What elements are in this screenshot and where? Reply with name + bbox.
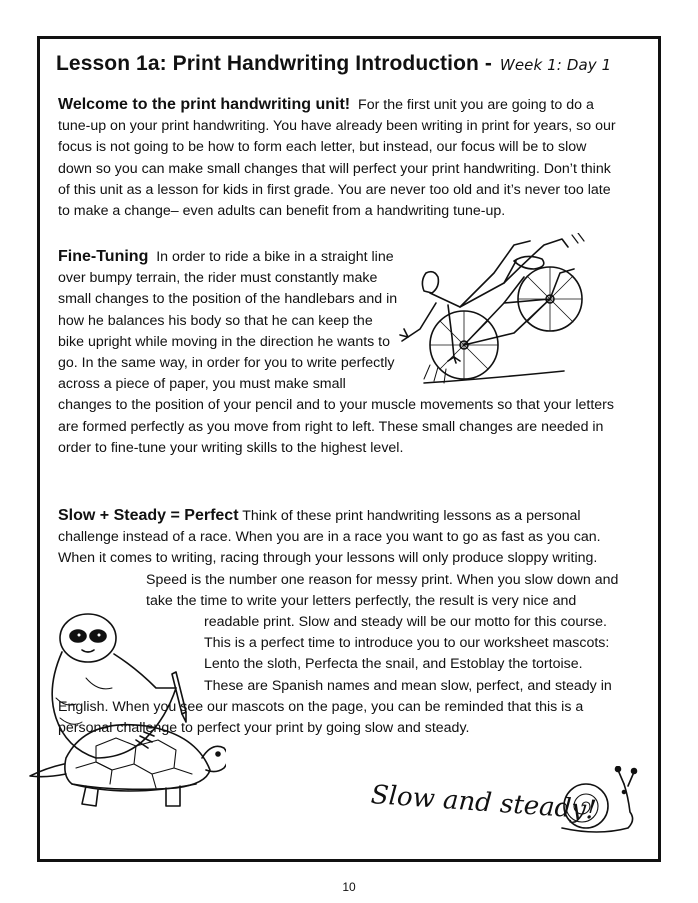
slow-steady-heading: Slow + Steady = Perfect: [58, 507, 239, 524]
sloth-on-tortoise-illustration: [26, 608, 226, 818]
sloth-head: [60, 614, 116, 662]
intro-heading: Welcome to the print handwriting unit!: [58, 96, 351, 113]
rider-body: [430, 261, 516, 307]
bike-frame: [464, 299, 550, 345]
tortoise-tail: [30, 764, 66, 777]
fine-tuning-heading: Fine-Tuning: [58, 248, 149, 265]
page-title: [56, 52, 611, 76]
rider-head: [422, 272, 438, 293]
fine-tuning-text: In order to ride a bike in a straight line over bumpy terrain, the rider must constantly make small changes to the position of the handlebars and in how he balances his body so that he can keep the bike upright while moving in the direction he wants to go. In the same way, in order for you to write perfectly across a piece of paper, you must make small changes to the position of your pencil and to your muscle movements so that your letters are formed perfectly as you move from right to left. These small changes are needed in order to fine-tune your writing skills to the highest level.: [58, 249, 614, 456]
tortoise-head: [202, 746, 226, 771]
bike-rider-illustration: [364, 233, 586, 393]
title-text: Lesson 1a: Print Handwriting Introduction -: [56, 52, 492, 75]
page-subtitle: Week 1: Day 1: [499, 56, 612, 74]
slogan-text: Slow and steady!: [369, 780, 598, 826]
intro-text: For the first unit you are going to do a tune-up on your print handwriting. You have already been writing in print for years, so our focus is not going to be how to form each letter, but instead, our focus will be to slow down so you can make small changes that will perfect your print handwriting. Don’t think of this unit as a lesson for kids in first grade. You are never too old and it’s never too late to make a change– even adults can benefit from a handwriting tune-up.: [58, 97, 616, 220]
rider-leg: [460, 241, 530, 307]
tortoise-shell: [65, 725, 210, 790]
slow-steady-text: Think of these print handwriting lessons as a personal challenge instead of a race. When you are in a race you want to go as fast as you can. When it comes to writing, racing through your lessons will only produce sloppy writing. Speed is the number one reason for messy print. When you slow down and take the time to write your letters perfectly, the result is very nice and readable print. Slow and steady will be our motto for this course. This is a perfect time to introduce you to our worksheet mascots: Lento the sloth, Perfecta the snail, and Estoblay the tortoise. These are Spanish names and mean slow, perfect, and steady in English. When you see our mascots on the page, you can be reminded that this is a personal challenge to perfect your print by going slow and steady.: [58, 508, 619, 737]
page-number: 10: [342, 880, 356, 894]
intro-paragraph: [58, 94, 624, 222]
